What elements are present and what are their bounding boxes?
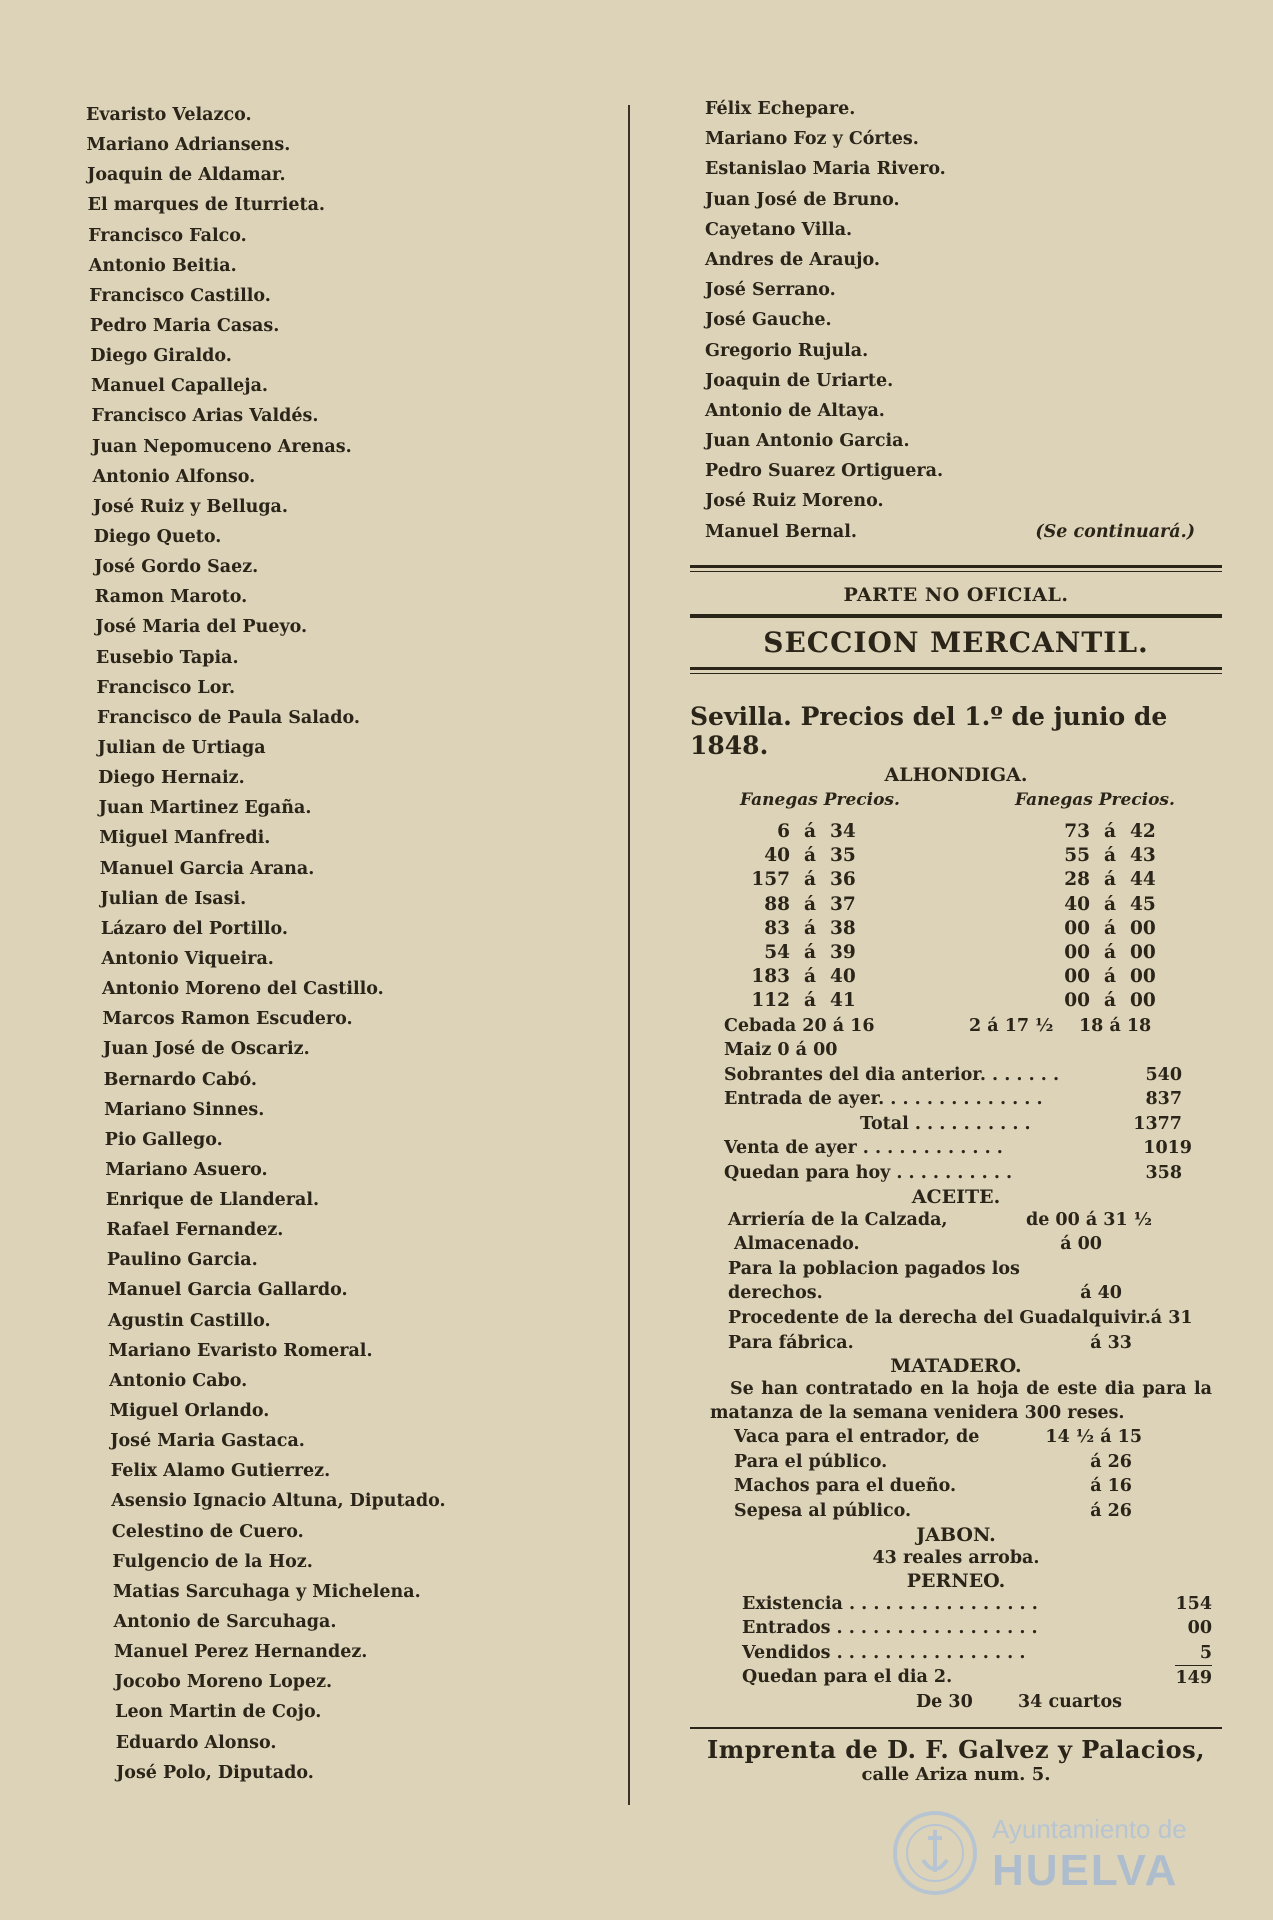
price-row [690, 965, 1222, 989]
name-text: Cayetano Villa. [705, 219, 853, 240]
fabrica-label: Para fábrica. [728, 1332, 854, 1353]
price-cell: 00 [1130, 941, 1156, 963]
name-entry: José Polo, Diputado. [116, 1762, 314, 1783]
calle-line: calle Ariza num. 5. [861, 1763, 1051, 1785]
total-label: Total . . . . . . . . . . [860, 1113, 1031, 1134]
prices-title: Sevilla. Precios del 1.º de junio de 1848. [690, 702, 1168, 760]
name-entry: Rafael Fernandez. [106, 1220, 284, 1241]
existencia-label: Existencia . . . . . . . . . . . . . . . . [742, 1593, 1038, 1614]
name-text: Pedro Suarez Ortiguera. [705, 461, 944, 482]
sobrantes-value: 540 [1145, 1064, 1182, 1085]
name-text: Juan Antonio Garcia. [705, 431, 910, 452]
prices-block [690, 702, 1222, 1785]
price-row [690, 917, 1222, 941]
name-entry [705, 275, 1225, 305]
name-text: Andres de Araujo. [705, 249, 880, 270]
name-text: Manuel Bernal. [705, 521, 857, 542]
vaca-value: 14 ½ á 15 [1045, 1427, 1142, 1448]
price-cell: 41 [830, 990, 856, 1012]
maiz-label: Maiz 0 á 00 [724, 1040, 838, 1061]
name-entry: José Maria del Pueyo. [95, 617, 308, 638]
price-cell: á [804, 990, 816, 1012]
name-entry: Mariano Evaristo Romeral. [108, 1340, 373, 1361]
venta-label: Venta de ayer . . . . . . . . . . . . [724, 1138, 1003, 1159]
price-cell: 45 [1130, 893, 1156, 915]
name-entry: Agustin Castillo. [108, 1310, 271, 1331]
sobrantes-label: Sobrantes del dia anterior. . . . . . . [724, 1064, 1060, 1085]
matadero-intro: Se han contratado en la hoja de este dia para la matanza de la semana venidera 300 reses. [710, 1379, 1212, 1424]
sepesa-row [690, 1499, 1222, 1524]
jabon-heading: JABON. [916, 1523, 996, 1546]
name-text: Antonio de Altaya. [705, 400, 885, 421]
name-entry: Julian de Urtiaga [97, 737, 266, 758]
double-rule [690, 667, 1222, 674]
price-cell: á [1104, 941, 1116, 963]
name-entry: Francisco Castillo. [89, 285, 271, 306]
name-entry: Bernardo Cabó. [103, 1069, 257, 1090]
procedente-value: á 31 [1150, 1308, 1193, 1329]
arrieria-label: Arriería de la Calzada, [728, 1209, 948, 1230]
vaca-row [690, 1425, 1222, 1450]
column-headers [690, 790, 1222, 810]
price-cell: á [804, 966, 816, 988]
name-text: Félix Echepare. [705, 99, 856, 119]
name-text: Mariano Foz y Córtes. [705, 129, 919, 150]
price-cell: á [1104, 966, 1116, 988]
spacer [870, 941, 990, 965]
name-entry: Manuel Garcia Arana. [99, 858, 315, 879]
name-entry: Asensio Ignacio Altuna, Diputado. [111, 1491, 446, 1512]
name-entry: Juan José de Oscariz. [103, 1039, 310, 1060]
jabon-text: 43 reales arroba. [872, 1547, 1040, 1568]
maiz-row [690, 1038, 1222, 1063]
alhondiga-table [690, 820, 1222, 1014]
price-cell: á [804, 821, 816, 842]
name-entry: Pio Gallego. [104, 1129, 223, 1150]
name-entry: Celestino de Cuero. [111, 1521, 304, 1542]
name-entry: Paulino Garcia. [106, 1250, 258, 1271]
left-name-list [86, 100, 606, 1788]
spacer [870, 989, 990, 1013]
procedente-row [690, 1306, 1222, 1331]
price-cell: 40 [1064, 893, 1090, 915]
city-seal-icon [890, 1808, 980, 1898]
name-entry: Mariano Adriansens. [86, 135, 291, 156]
name-text: Gregorio Rujula. [705, 340, 869, 361]
name-entry: Manuel Capalleja. [90, 376, 269, 397]
machos-value: á 16 [1090, 1476, 1132, 1497]
quedan-dia-row [690, 1665, 1222, 1690]
price-cell: 34 [830, 821, 856, 842]
price-cell: 88 [764, 893, 790, 915]
cebada-row [690, 1014, 1222, 1039]
price-row [690, 941, 1222, 965]
name-entry [705, 456, 1225, 486]
ayuntamiento-watermark [882, 1808, 1242, 1898]
name-entry [705, 486, 1225, 516]
price-cell: á [1104, 990, 1116, 1012]
name-entry: Francisco de Paula Salado. [97, 707, 360, 728]
spacer [870, 965, 990, 989]
poblacion-row [690, 1257, 1222, 1282]
de-label: De 30 [916, 1691, 973, 1712]
spacer [870, 820, 990, 844]
watermark-line2: HUELVA [992, 1846, 1179, 1895]
name-entry: Antonio Viqueira. [101, 948, 274, 969]
quedan-dia-value: 149 [1175, 1665, 1212, 1690]
quedan-label: Quedan para hoy . . . . . . . . . . [724, 1163, 1013, 1184]
spacer [870, 868, 990, 892]
price-cell: 83 [764, 917, 790, 939]
procedente-label: Procedente de la derecha del Guadalquivir. [728, 1308, 1151, 1329]
cebada-label: Cebada 20 á 16 [724, 1015, 875, 1036]
name-entry: Leon Martin de Cojo. [115, 1702, 322, 1723]
name-entry: Antonio Cabo. [109, 1370, 248, 1391]
name-text: José Gauche. [705, 310, 832, 331]
name-text: José Ruiz Moreno. [705, 491, 884, 512]
name-entry: José Gordo Saez. [94, 557, 259, 578]
double-rule [690, 565, 1222, 572]
price-cell: á [1104, 821, 1116, 842]
price-cell: 157 [751, 869, 790, 891]
column-divider [628, 105, 630, 1805]
seccion-heading: SECCION MERCANTIL. [763, 626, 1149, 659]
rule [690, 1727, 1222, 1729]
almacenado-row [690, 1232, 1222, 1257]
name-entry: Marcos Ramon Escudero. [102, 1009, 353, 1030]
price-cell: 183 [751, 966, 790, 988]
price-row [690, 820, 1222, 844]
name-entry: Miguel Manfredi. [99, 828, 271, 849]
name-entry [705, 154, 1225, 184]
price-cell: 55 [1064, 845, 1090, 867]
price-cell: 38 [830, 917, 856, 939]
sepesa-label: Sepesa al público. [734, 1501, 912, 1521]
matadero-heading: MATADERO. [890, 1355, 1022, 1378]
price-cell: 43 [1130, 845, 1156, 867]
derechos-row [690, 1281, 1222, 1306]
name-entry: Felix Alamo Gutierrez. [110, 1461, 331, 1482]
name-entry: Evaristo Velazco. [86, 105, 252, 125]
name-entry: Antonio Alfonso. [92, 466, 256, 487]
existencia-row [690, 1592, 1222, 1617]
price-row [690, 844, 1222, 868]
name-entry [705, 517, 1225, 547]
price-cell: 40 [764, 845, 790, 867]
almacenado-label: Almacenado. [734, 1234, 860, 1255]
derechos-value: á 40 [1080, 1283, 1122, 1304]
name-entry: Antonio de Sarcuhaga. [113, 1612, 337, 1633]
arrieria-value: de 00 á 31 ½ [1025, 1209, 1152, 1230]
price-cell: 40 [830, 966, 856, 988]
name-entry: Francisco Falco. [88, 225, 247, 246]
watermark-line1: Ayuntamiento de [992, 1814, 1187, 1844]
name-entry: Enrique de Llanderal. [105, 1190, 320, 1211]
quedan-row [690, 1161, 1222, 1186]
name-entry [705, 305, 1225, 335]
name-entry: Jocobo Moreno Lopez. [114, 1672, 333, 1693]
price-cell: 44 [1130, 869, 1156, 891]
name-entry: Eduardo Alonso. [115, 1732, 277, 1753]
spacer [870, 917, 990, 941]
name-entry: Joaquin de Aldamar. [87, 165, 286, 186]
venta-row [690, 1136, 1222, 1161]
perneo-heading: PERNEO. [906, 1569, 1006, 1592]
price-cell: 35 [830, 845, 856, 867]
sepesa-value: á 26 [1090, 1501, 1132, 1521]
total-row [690, 1112, 1222, 1137]
price-cell: 36 [830, 869, 856, 891]
publico-row [690, 1450, 1222, 1475]
entrada-value: 837 [1145, 1089, 1182, 1110]
name-text: Joaquin de Uriarte. [705, 370, 894, 391]
derechos-label: derechos. [728, 1283, 823, 1304]
name-entry: Eusebio Tapia. [95, 647, 239, 668]
price-cell: 00 [1130, 966, 1156, 988]
spacer [870, 844, 990, 868]
name-entry: Antonio Moreno del Castillo. [101, 979, 384, 1000]
parte-no-oficial-block [690, 565, 1222, 674]
price-cell: 73 [1064, 821, 1090, 842]
total-value: 1377 [1133, 1113, 1182, 1134]
quedan-dia-label: Quedan para el dia 2. [742, 1667, 953, 1688]
name-entry: Julian de Isasi. [100, 888, 247, 909]
imprenta-line: Imprenta de D. F. Galvez y Palacios, [706, 1734, 1206, 1764]
name-entry: Juan Nepomuceno Arenas. [92, 436, 352, 457]
col-header-right: Fanegas Precios. [1015, 790, 1175, 810]
name-entry: Francisco Lor. [96, 677, 236, 698]
price-cell: 00 [1130, 990, 1156, 1012]
cebada-end: 18 á 18 [1079, 1015, 1152, 1036]
name-entry: José Ruiz y Belluga. [93, 496, 288, 517]
name-entry [705, 215, 1225, 245]
name-entry: Miguel Orlando. [109, 1401, 270, 1422]
vaca-label: Vaca para el entrador, de [734, 1427, 980, 1448]
fabrica-value: á 33 [1090, 1332, 1132, 1353]
publico-value: á 26 [1090, 1451, 1132, 1472]
entrada-row [690, 1087, 1222, 1112]
entrados-row [690, 1616, 1222, 1641]
price-cell: 00 [1064, 966, 1090, 988]
price-cell: á [1104, 917, 1116, 939]
name-entry: Diego Giraldo. [90, 346, 232, 367]
price-cell: 00 [1064, 990, 1090, 1012]
name-entry: Antonio Beitia. [88, 255, 237, 276]
name-entry [705, 94, 1225, 124]
machos-row [690, 1474, 1222, 1499]
name-entry: Mariano Asuero. [105, 1159, 268, 1180]
name-entry [705, 124, 1225, 154]
publico-label: Para el público. [734, 1451, 888, 1472]
price-row [690, 989, 1222, 1013]
price-cell: 6 [777, 821, 790, 842]
name-entry: Matias Sarcuhaga y Michelena. [112, 1581, 421, 1602]
price-cell: 28 [1064, 869, 1090, 891]
parte-heading: PARTE NO OFICIAL. [843, 584, 1069, 606]
de-row [690, 1690, 1222, 1715]
price-cell: 42 [1130, 821, 1156, 842]
rule [690, 614, 1222, 618]
name-text: Estanislao Maria Rivero. [705, 159, 946, 180]
price-cell: á [804, 869, 816, 891]
entrada-label: Entrada de ayer. . . . . . . . . . . . . . [724, 1089, 1043, 1110]
cebada-mid: 2 á 17 ½ [969, 1015, 1054, 1036]
price-cell: á [1104, 869, 1116, 891]
name-entry: Diego Hernaiz. [98, 768, 245, 789]
poblacion-label: Para la poblacion pagados los [728, 1258, 1020, 1279]
alhondiga-heading: ALHONDIGA. [884, 764, 1028, 786]
price-cell: á [804, 941, 816, 963]
aceite-heading: ACEITE. [911, 1185, 1001, 1208]
name-entry: El marques de Iturrieta. [87, 195, 326, 216]
right-name-list [705, 94, 1225, 547]
almacenado-value: á 00 [1060, 1234, 1102, 1255]
price-cell: 37 [830, 893, 856, 915]
vendidos-label: Vendidos . . . . . . . . . . . . . . . . [742, 1642, 1026, 1663]
fabrica-row [690, 1331, 1222, 1356]
price-row [690, 868, 1222, 892]
venta-value: 1019 [1143, 1138, 1192, 1159]
price-cell: á [804, 917, 816, 939]
name-entry: Francisco Arias Valdés. [91, 406, 319, 427]
entrados-label: Entrados . . . . . . . . . . . . . . . . . [742, 1618, 1038, 1639]
quedan-value: 358 [1145, 1163, 1182, 1184]
price-cell: 39 [830, 941, 856, 963]
entrados-value: 00 [1187, 1618, 1212, 1639]
price-cell: 00 [1130, 917, 1156, 939]
col-header-left: Fanegas Precios. [740, 790, 900, 810]
price-cell: 00 [1064, 941, 1090, 963]
name-entry: Juan Martinez Egaña. [98, 798, 312, 819]
name-text: José Serrano. [705, 280, 836, 301]
name-entry: Pedro Maria Casas. [89, 315, 280, 336]
name-entry [705, 185, 1225, 215]
name-entry [705, 396, 1225, 426]
name-entry [705, 245, 1225, 275]
price-cell: á [1104, 845, 1116, 867]
name-entry: Lázaro del Portillo. [100, 918, 288, 939]
price-cell: 54 [764, 941, 790, 963]
continuara-note: (Se continuará.) [1035, 521, 1195, 542]
price-cell: 00 [1064, 917, 1090, 939]
existencia-value: 154 [1175, 1593, 1212, 1614]
name-entry: Manuel Garcia Gallardo. [107, 1280, 348, 1301]
name-entry: José Maria Gastaca. [110, 1431, 305, 1452]
price-row [690, 893, 1222, 917]
name-text: Juan José de Bruno. [705, 189, 900, 210]
name-entry [705, 366, 1225, 396]
name-entry: Manuel Perez Hernandez. [114, 1642, 368, 1663]
sobrantes-row [690, 1063, 1222, 1088]
vendidos-row [690, 1641, 1222, 1666]
de-end: 34 cuartos [1018, 1691, 1122, 1712]
price-cell: 112 [751, 990, 790, 1012]
name-entry: Mariano Sinnes. [104, 1099, 265, 1120]
price-cell: á [1104, 893, 1116, 915]
name-entry: Diego Queto. [93, 526, 222, 547]
price-cell: á [804, 893, 816, 915]
name-entry: Fulgencio de la Hoz. [112, 1551, 313, 1572]
vendidos-value: 5 [1199, 1642, 1212, 1663]
spacer [870, 893, 990, 917]
machos-label: Machos para el dueño. [734, 1476, 957, 1497]
name-entry [705, 336, 1225, 366]
name-entry: Ramon Maroto. [94, 587, 248, 608]
price-cell: á [804, 845, 816, 867]
arrieria-row [690, 1208, 1222, 1233]
name-entry [705, 426, 1225, 456]
